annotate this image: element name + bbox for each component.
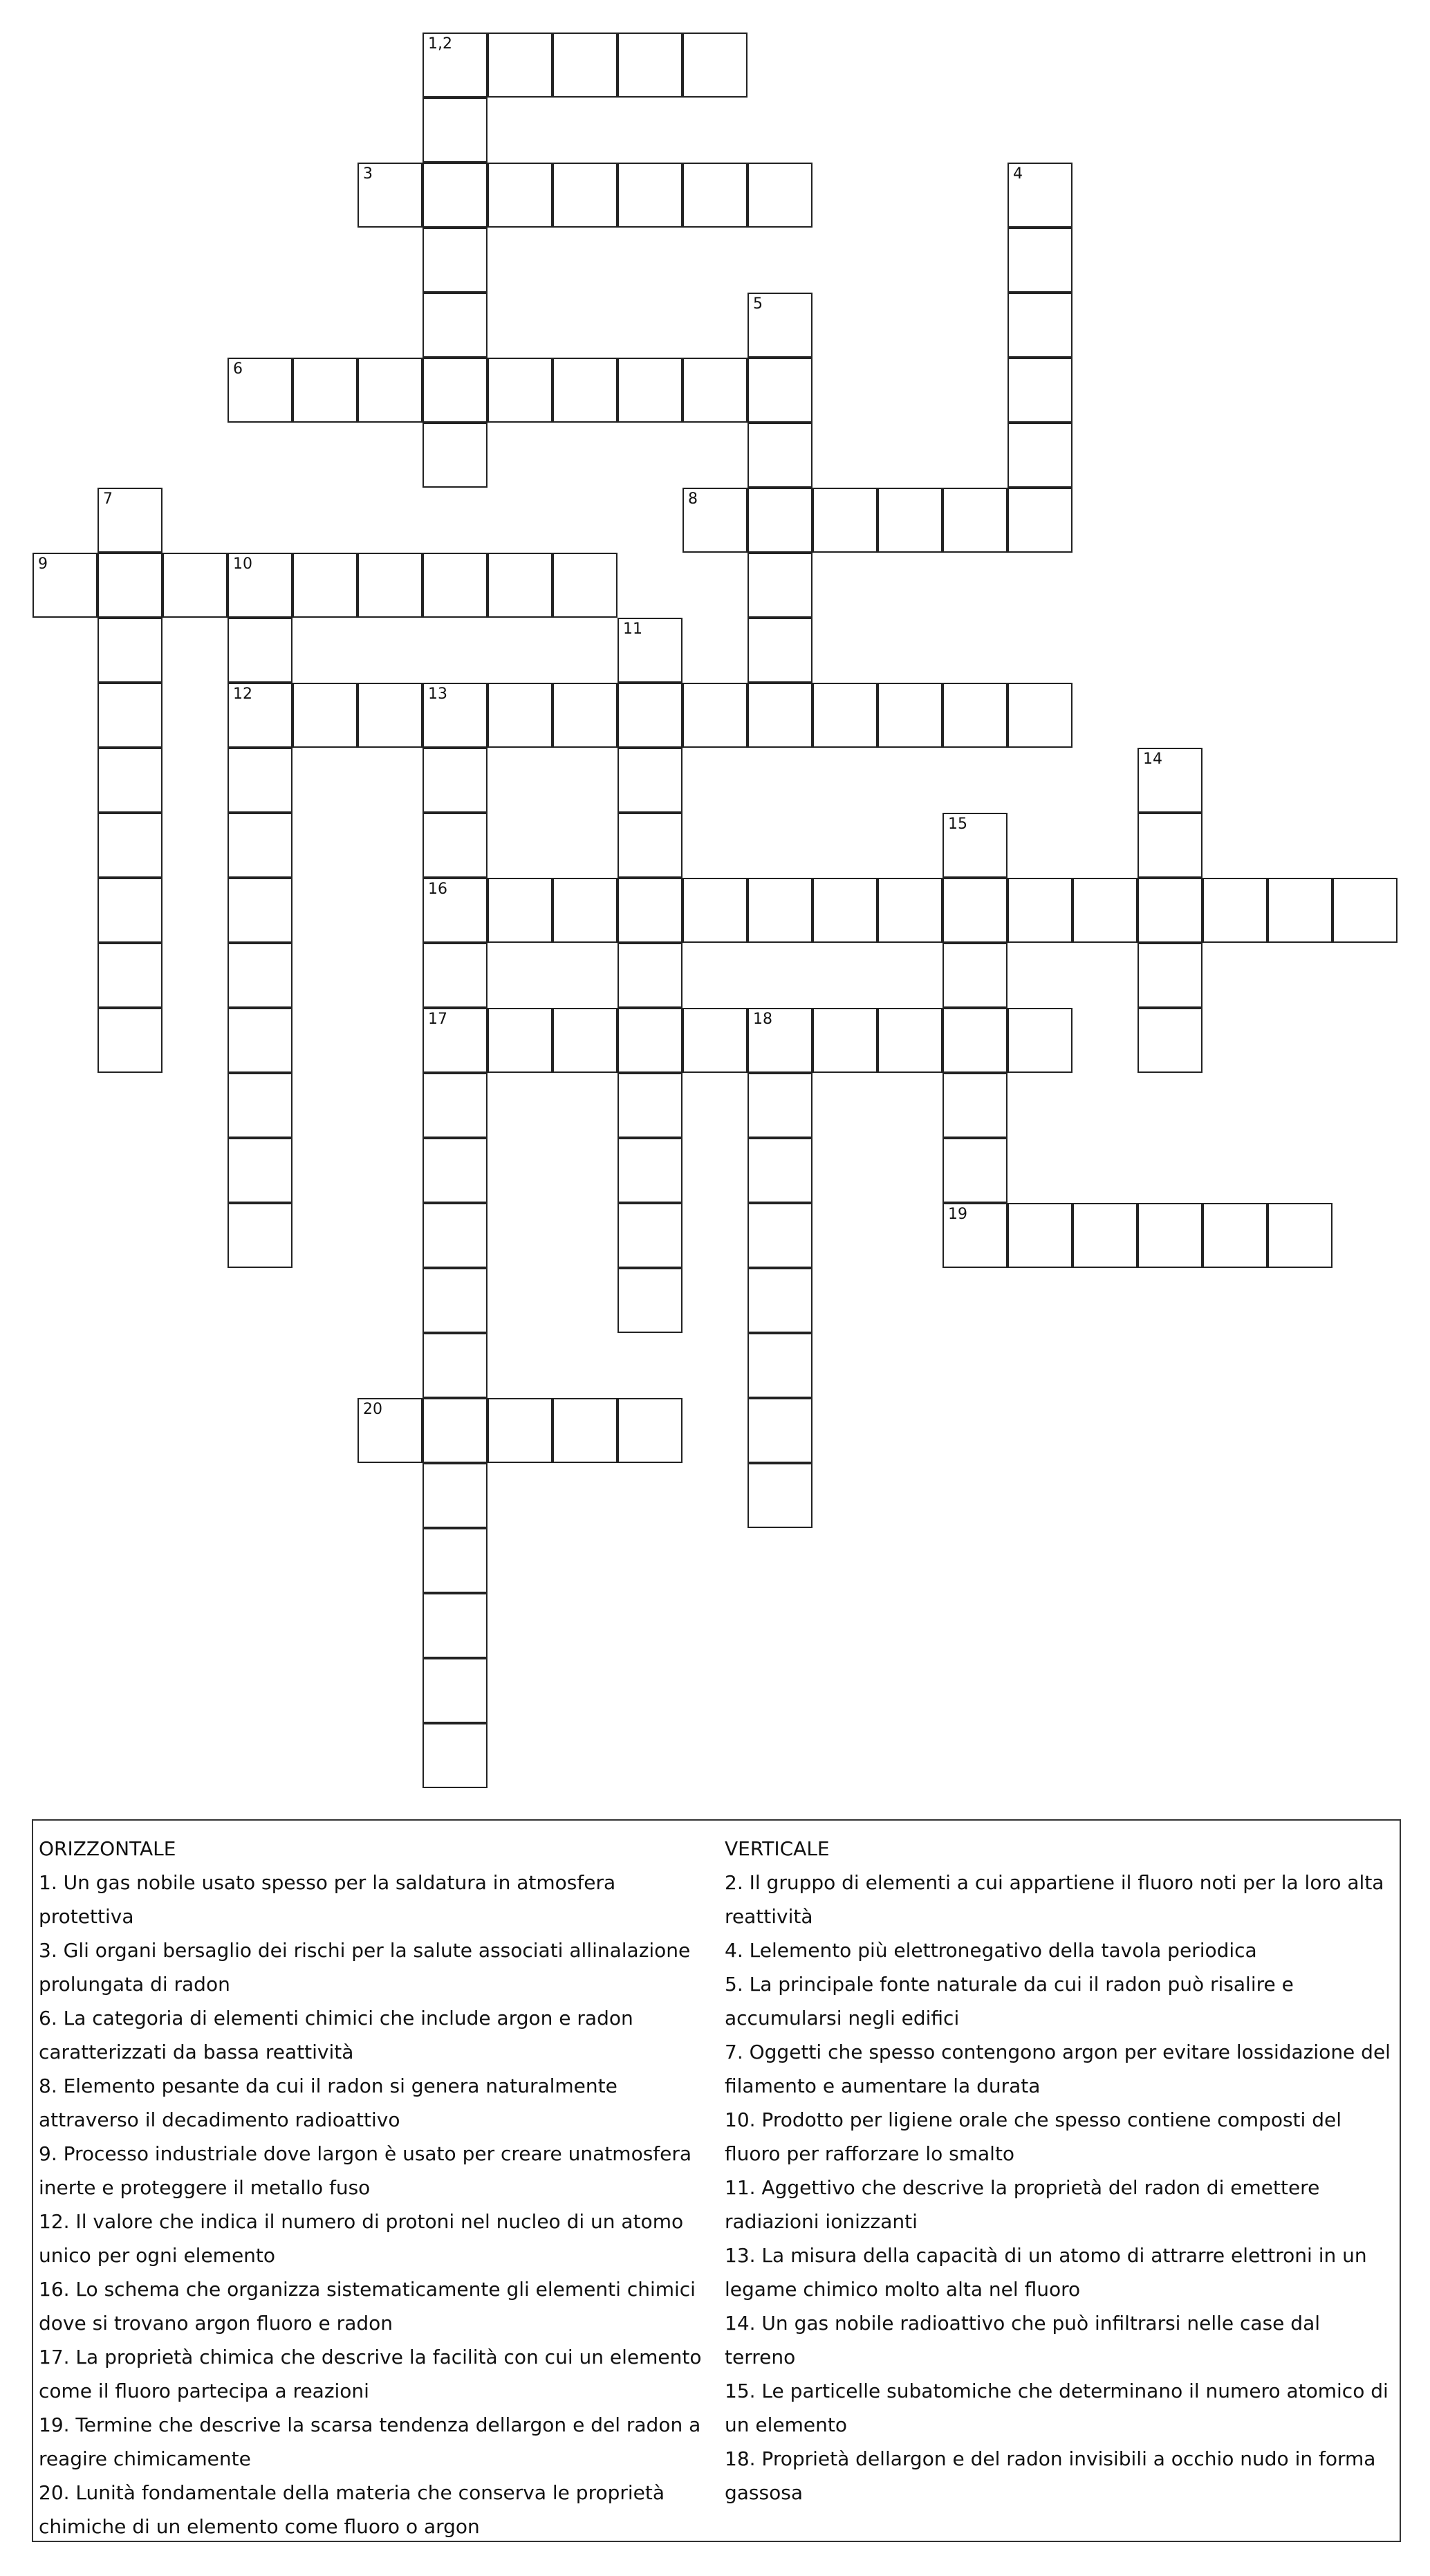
grid-cell[interactable]	[618, 813, 682, 878]
clue-number: 10	[233, 555, 252, 573]
grid-cell[interactable]	[618, 1073, 682, 1138]
grid-cell[interactable]	[292, 553, 358, 618]
grid-cell[interactable]	[423, 683, 488, 748]
across-clue-17: 17. La proprietà chimica che descrive la facilità con cui un elemento come il fluoro partecipa a reazioni	[39, 2346, 702, 2402]
grid-cell[interactable]	[423, 1658, 488, 1723]
grid-cell[interactable]	[423, 813, 488, 878]
grid-cell[interactable]	[748, 163, 813, 228]
down-clue-18: 18. Proprietà dellargon e del radon invisibili a occhio nudo in forma gassosa	[725, 2447, 1376, 2504]
down-clue-2: 2. Il gruppo di elementi a cui appartiene il fluoro noti per la loro alta reattività	[725, 1871, 1384, 1928]
grid-cell[interactable]	[682, 683, 748, 748]
grid-cell[interactable]	[98, 553, 162, 618]
grid-cell[interactable]	[618, 1398, 682, 1463]
grid-cell[interactable]	[98, 1008, 162, 1073]
grid-cell[interactable]	[682, 1008, 748, 1073]
grid-cell[interactable]	[552, 358, 618, 423]
grid-cell[interactable]	[423, 1138, 488, 1203]
grid-cell[interactable]	[682, 358, 748, 423]
across-clue-9: 9. Processo industriale dove largon è usato per creare unatmosfera inerte e proteggere il metallo fuso	[39, 2142, 692, 2199]
grid-cell[interactable]	[423, 878, 488, 943]
down-clue-4: 4. Lelemento più elettronegativo della tavola periodica	[725, 1939, 1257, 1962]
clue-number: 4	[1013, 165, 1023, 183]
grid-cell[interactable]	[1138, 813, 1202, 878]
grid-cell[interactable]	[618, 358, 682, 423]
grid-cell[interactable]	[748, 1463, 813, 1528]
grid-cell[interactable]	[748, 683, 813, 748]
down-clues	[725, 1832, 1395, 2510]
grid-cell[interactable]	[813, 488, 878, 553]
grid-cell[interactable]	[748, 1203, 813, 1268]
grid-cell[interactable]	[1008, 878, 1072, 943]
grid-cell[interactable]	[682, 488, 748, 553]
grid-cell[interactable]	[228, 748, 292, 813]
clue-number: 9	[38, 555, 48, 573]
grid-cell[interactable]	[943, 1138, 1008, 1203]
grid-cell[interactable]	[552, 1398, 618, 1463]
grid-cell[interactable]	[1008, 1008, 1072, 1073]
grid-cell[interactable]	[748, 1138, 813, 1203]
grid-cell[interactable]	[1008, 358, 1072, 423]
grid-cell[interactable]	[488, 358, 552, 423]
grid-cell[interactable]	[423, 293, 488, 358]
grid-cell[interactable]	[228, 358, 292, 423]
grid-cell[interactable]	[228, 1073, 292, 1138]
grid-cell[interactable]	[488, 1008, 552, 1073]
grid-cell[interactable]	[1008, 163, 1072, 228]
grid-cell[interactable]	[748, 1008, 813, 1073]
grid-cell[interactable]	[878, 683, 943, 748]
grid-cell[interactable]	[748, 1073, 813, 1138]
grid-cell[interactable]	[943, 813, 1008, 878]
grid-cell[interactable]	[1008, 488, 1072, 553]
grid-cell[interactable]	[1138, 878, 1202, 943]
grid-cell[interactable]	[618, 1203, 682, 1268]
grid-cell[interactable]	[618, 618, 682, 683]
grid-cell[interactable]	[1072, 878, 1138, 943]
grid-cell[interactable]	[1008, 683, 1072, 748]
grid-cell[interactable]	[552, 553, 618, 618]
grid-cell[interactable]	[943, 1203, 1008, 1268]
grid-cell[interactable]	[552, 683, 618, 748]
grid-cell[interactable]	[98, 748, 162, 813]
grid-cell[interactable]	[682, 163, 748, 228]
grid-cell[interactable]	[32, 553, 98, 618]
grid-cell[interactable]	[358, 553, 423, 618]
grid-cell[interactable]	[618, 683, 682, 748]
grid-cell[interactable]	[552, 1008, 618, 1073]
grid-cell[interactable]	[98, 683, 162, 748]
grid-cell[interactable]	[618, 33, 682, 98]
down-clue-5: 5. La principale fonte naturale da cui il radon può risalire e accumularsi negli edifici	[725, 1973, 1294, 2030]
grid-cell[interactable]	[228, 943, 292, 1008]
grid-cell[interactable]	[552, 163, 618, 228]
grid-cell[interactable]	[748, 878, 813, 943]
clue-number: 12	[233, 686, 252, 703]
grid-cell[interactable]	[358, 683, 423, 748]
grid-cell[interactable]	[98, 618, 162, 683]
down-clue-13: 13. La misura della capacità di un atomo di attrarre elettroni in un legame chimico molto alta nel fluoro	[725, 2244, 1367, 2301]
grid-cell[interactable]	[423, 358, 488, 423]
across-title: ORIZZONTALE	[39, 1837, 176, 1860]
grid-cell[interactable]	[423, 553, 488, 618]
grid-cell[interactable]	[878, 1008, 943, 1073]
grid-cell[interactable]	[618, 1268, 682, 1333]
grid-cell[interactable]	[423, 1073, 488, 1138]
across-clue-16: 16. Lo schema che organizza sistematicamente gli elementi chimici dove si trovano argon fluoro e radon	[39, 2278, 696, 2335]
grid-cell[interactable]	[943, 683, 1008, 748]
grid-cell[interactable]	[228, 813, 292, 878]
grid-cell[interactable]	[552, 878, 618, 943]
grid-cell[interactable]	[423, 1203, 488, 1268]
grid-cell[interactable]	[618, 878, 682, 943]
grid-cell[interactable]	[423, 423, 488, 488]
grid-cell[interactable]	[98, 878, 162, 943]
grid-cell[interactable]	[682, 878, 748, 943]
across-clue-8: 8. Elemento pesante da cui il radon si genera naturalmente attraverso il decadimento radioattivo	[39, 2074, 618, 2131]
grid-cell[interactable]	[358, 358, 423, 423]
grid-cell[interactable]	[1008, 423, 1072, 488]
grid-cell[interactable]	[358, 1398, 423, 1463]
grid-cell[interactable]	[423, 1723, 488, 1788]
clue-number: 11	[623, 620, 642, 638]
down-clue-14: 14. Un gas nobile radioattivo che può infiltrarsi nelle case dal terreno	[725, 2312, 1320, 2368]
grid-cell[interactable]	[618, 1008, 682, 1073]
grid-cell[interactable]	[292, 358, 358, 423]
grid-cell[interactable]	[878, 878, 943, 943]
grid-cell[interactable]	[1008, 293, 1072, 358]
clue-number: 17	[428, 1011, 447, 1028]
grid-cell[interactable]	[1072, 1203, 1138, 1268]
down-clue-10: 10. Prodotto per ligiene orale che spesso contiene composti del fluoro per rafforzare lo smalto	[725, 2108, 1341, 2165]
grid-cell[interactable]	[552, 33, 618, 98]
grid-cell[interactable]	[228, 683, 292, 748]
down-title: VERTICALE	[725, 1837, 830, 1860]
clue-number: 7	[103, 490, 113, 508]
clue-number: 18	[753, 1011, 772, 1028]
grid-cell[interactable]	[1138, 1008, 1202, 1073]
grid-cell[interactable]	[228, 1203, 292, 1268]
grid-cell[interactable]	[943, 1073, 1008, 1138]
grid-cell[interactable]	[618, 1138, 682, 1203]
grid-cell[interactable]	[358, 163, 423, 228]
grid-cell[interactable]	[1138, 748, 1202, 813]
grid-cell[interactable]	[423, 1463, 488, 1528]
grid-cell[interactable]	[1332, 878, 1398, 943]
across-clue-12: 12. Il valore che indica il numero di protoni nel nucleo di un atomo unico per ogni elemento	[39, 2210, 684, 2267]
grid-cell[interactable]	[748, 1398, 813, 1463]
grid-cell[interactable]	[98, 813, 162, 878]
grid-cell[interactable]	[1138, 943, 1202, 1008]
grid-cell[interactable]	[748, 1333, 813, 1398]
grid-cell[interactable]	[748, 618, 813, 683]
grid-cell[interactable]	[943, 878, 1008, 943]
grid-cell[interactable]	[162, 553, 228, 618]
grid-cell[interactable]	[618, 943, 682, 1008]
grid-cell[interactable]	[618, 748, 682, 813]
grid-cell[interactable]	[1268, 878, 1332, 943]
clue-number: 20	[363, 1401, 382, 1418]
grid-cell[interactable]	[488, 683, 552, 748]
clue-number: 15	[948, 816, 967, 833]
grid-cell[interactable]	[1268, 1203, 1332, 1268]
clue-number: 6	[233, 360, 243, 378]
grid-cell[interactable]	[98, 943, 162, 1008]
down-clue-15: 15. Le particelle subatomiche che determinano il numero atomico di un elemento	[725, 2380, 1389, 2436]
across-clue-1: 1. Un gas nobile usato spesso per la saldatura in atmosfera protettiva	[39, 1871, 616, 1928]
grid-cell[interactable]	[748, 488, 813, 553]
clue-number: 8	[688, 490, 698, 508]
grid-cell[interactable]	[228, 618, 292, 683]
grid-cell[interactable]	[618, 163, 682, 228]
grid-cell[interactable]	[748, 358, 813, 423]
grid-cell[interactable]	[488, 33, 552, 98]
grid-cell[interactable]	[228, 1138, 292, 1203]
across-clue-3: 3. Gli organi bersaglio dei rischi per la salute associati allinalazione prolungata di radon	[39, 1939, 691, 1996]
clue-number: 13	[428, 686, 447, 703]
grid-cell[interactable]	[228, 1008, 292, 1073]
clue-number: 14	[1143, 751, 1162, 768]
grid-cell[interactable]	[423, 1528, 488, 1593]
grid-cell[interactable]	[423, 943, 488, 1008]
grid-cell[interactable]	[878, 488, 943, 553]
grid-cell[interactable]	[228, 553, 292, 618]
across-clues	[39, 1832, 709, 2543]
grid-cell[interactable]	[423, 1398, 488, 1463]
across-clue-20: 20. Lunità fondamentale della materia che conserva le proprietà chimiche di un elemento come fluoro o argon	[39, 2481, 665, 2538]
grid-cell[interactable]	[423, 1333, 488, 1398]
grid-cell[interactable]	[813, 683, 878, 748]
clue-number: 19	[948, 1206, 967, 1223]
grid-cell[interactable]	[228, 878, 292, 943]
grid-cell[interactable]	[488, 163, 552, 228]
grid-cell[interactable]	[292, 683, 358, 748]
grid-cell[interactable]	[423, 163, 488, 228]
grid-cell[interactable]	[1008, 1203, 1072, 1268]
grid-cell[interactable]	[813, 1008, 878, 1073]
grid-cell[interactable]	[423, 1008, 488, 1073]
grid-cell[interactable]	[943, 1008, 1008, 1073]
grid-cell[interactable]	[98, 488, 162, 553]
grid-cell[interactable]	[423, 33, 488, 98]
grid-cell[interactable]	[1202, 878, 1268, 943]
grid-cell[interactable]	[748, 293, 813, 358]
grid-cell[interactable]	[682, 33, 748, 98]
grid-cell[interactable]	[423, 228, 488, 293]
grid-cell[interactable]	[813, 878, 878, 943]
grid-cell[interactable]	[423, 748, 488, 813]
grid-cell[interactable]	[748, 423, 813, 488]
clue-number: 3	[363, 165, 373, 183]
grid-cell[interactable]	[423, 1268, 488, 1333]
grid-cell[interactable]	[488, 553, 552, 618]
clue-number: 5	[753, 295, 763, 313]
grid-cell[interactable]	[1008, 228, 1072, 293]
grid-cell[interactable]	[488, 878, 552, 943]
clues-box	[32, 1819, 1401, 2542]
clue-number: 1,2	[428, 35, 452, 53]
clue-number: 16	[428, 881, 447, 898]
grid-cell[interactable]	[488, 1398, 552, 1463]
down-clue-7: 7. Oggetti che spesso contengono argon per evitare lossidazione del filamento e aumentare la durata	[725, 2041, 1391, 2097]
across-clue-6: 6. La categoria di elementi chimici che include argon e radon caratterizzati da bassa reattività	[39, 2007, 633, 2063]
down-clue-11: 11. Aggettivo che descrive la proprietà del radon di emettere radiazioni ionizzanti	[725, 2176, 1320, 2233]
grid-cell[interactable]	[1202, 1203, 1268, 1268]
grid-cell[interactable]	[943, 943, 1008, 1008]
grid-cell[interactable]	[748, 553, 813, 618]
grid-cell[interactable]	[423, 98, 488, 163]
grid-cell[interactable]	[943, 488, 1008, 553]
grid-cell[interactable]	[1138, 1203, 1202, 1268]
across-clue-19: 19. Termine che descrive la scarsa tendenza dellargon e del radon a reagire chimicamente	[39, 2413, 701, 2470]
grid-cell[interactable]	[423, 1593, 488, 1658]
grid-cell[interactable]	[748, 1268, 813, 1333]
